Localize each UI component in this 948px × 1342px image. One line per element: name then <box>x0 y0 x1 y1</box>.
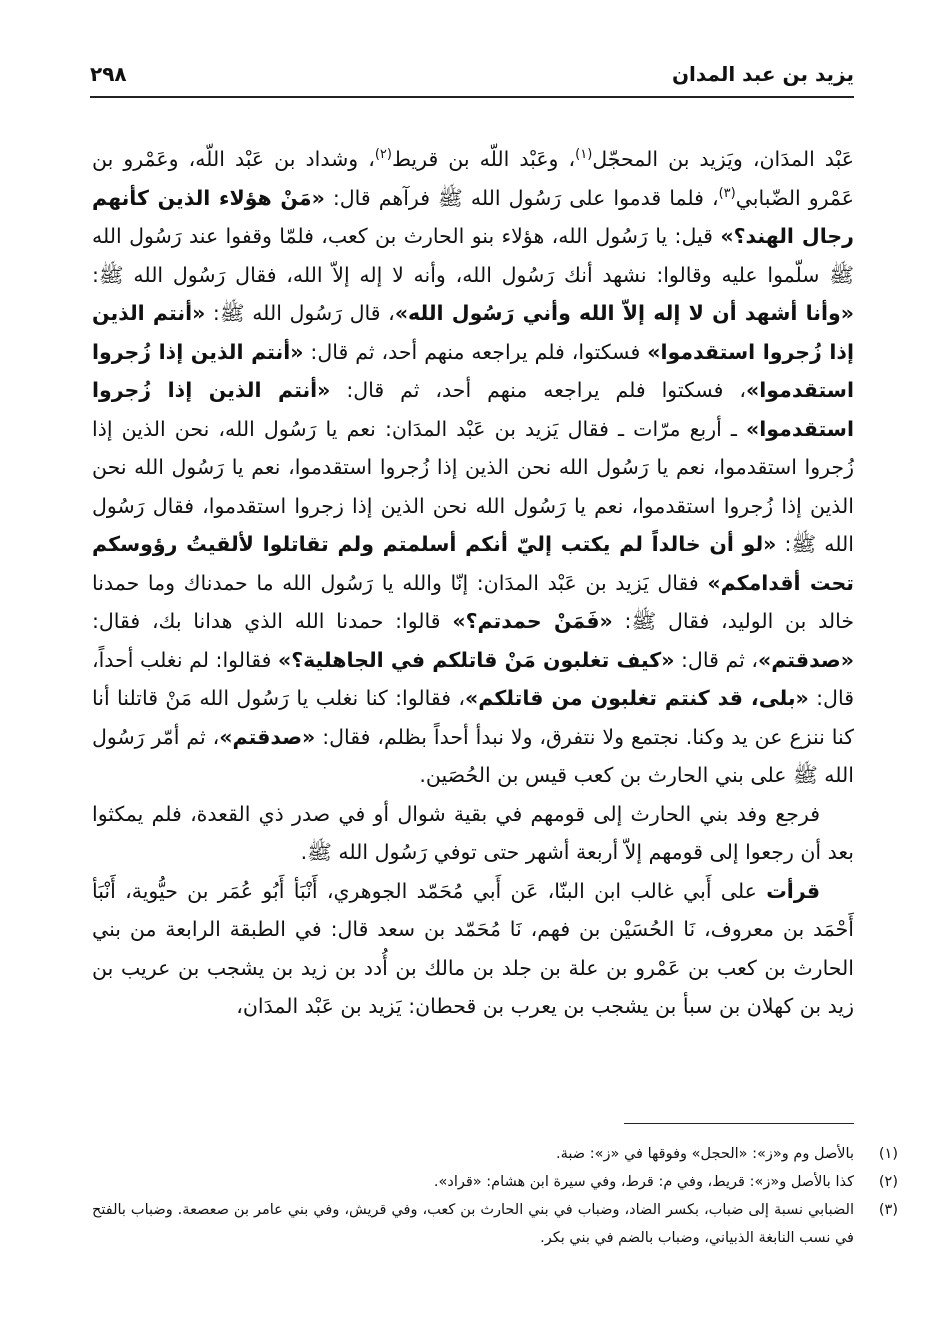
paragraph <box>92 795 854 872</box>
bold-text: «أنتم الذين إذا زُجروا استقدموا» <box>92 378 854 441</box>
footnote-ref: (٢) <box>374 147 392 163</box>
main-text <box>92 140 854 1026</box>
bold-text: «لو أن خالداً لم يكتب إليّ أنكم أسلمتم ولم تقاتلوا لألقيتُ رؤوسكم تحت أقدامكم» <box>92 532 854 595</box>
text-run: ، وشداد بن عَبْد اللّه، وعَمْرو بن عَمْرو الضّبابي <box>92 147 854 210</box>
running-header <box>90 56 854 98</box>
text-run: ، فسكتوا فلم يراجعه منهم أحد، ثم قال: <box>330 378 747 402</box>
text-run: فسكتوا، فلم يراجعه منهم أحد، ثم قال: <box>303 339 648 364</box>
bold-text: «فَمَنْ حمدتم؟» <box>452 609 613 633</box>
text-run: ، فلما قدموا على رَسُول الله ﷺ فرآهم قال: <box>324 185 719 210</box>
bold-text: «صدقتم» <box>757 647 854 672</box>
bold-text: «بلى، قد كنتم تغلبون من قاتلكم» <box>465 686 809 710</box>
bold-text: «أنتم الذين إذا زُجروا استقدموا» <box>92 339 854 402</box>
running-title: يزيد بن عبد المدان <box>671 62 854 86</box>
text-run: ، وعَبْد اللّه بن قريط <box>391 147 576 171</box>
footnote <box>92 1196 898 1252</box>
footnote-number: (١) <box>878 1146 898 1162</box>
footnote <box>92 1168 898 1196</box>
text-run: ، فقالوا: كنا نغلب يا رَسُول الله مَنْ قاتلنا أنا كنا ننزع عن يد وكنا. نجتمع ولا نتفرق، ولا نبدأ أحداً بظلم، فقال: <box>92 686 854 749</box>
paragraph <box>92 140 854 795</box>
text-run: فقالوا: لم نغلب أحداً، قال: <box>92 647 854 710</box>
footnote-text: بالأصل وم و«ز»: «الحجل» وفوقها في «ز»: ضبة. <box>556 1146 854 1162</box>
bold-text: «وأنا أشهد أن لا إله إلاّ الله وأني رَسُول الله» <box>394 301 855 325</box>
page-number: ٢٩٨ <box>90 62 127 86</box>
footnote-number: (٢) <box>878 1174 898 1190</box>
text-run: قالوا: حمدنا الله الذي هدانا بك، فقال: <box>92 609 453 633</box>
text-run: ، ثم أمّر رَسُول الله ﷺ على بني الحارث بن كعب قيس بن الحُصَين. <box>92 724 854 787</box>
text-run: فقال يَزيد بن عَبْد المدَان: إنّا والله يا رَسُول الله ما حمدناك وما حمدنا خالد بن الوليد، فقال ﷺ: <box>92 570 855 633</box>
footnote-ref: (٣) <box>718 185 736 201</box>
text-run: قيل: يا رَسُول الله، هؤلاء بنو الحارث بن كعب، فلمّا وقفوا عند رَسُول الله ﷺ سلّموا عليه وقالوا: نشهد أنك رَسُول الله، وأنه لا إله إلاّ الله، فقال رَسُول الله ﷺ: <box>92 224 854 287</box>
bold-text: قرأت <box>766 878 820 903</box>
text-run: على أَبي غالب ابن البنّا، عَن أَبي مُحَمّد الجوهري، أَنْبَأ أَبُو عُمَر بن حيُّوية، أَنْبَأ أَحْمَد بن معروف، نَا الحُسَيْن بن فهم، نَا مُحَمّد بن سعد قال: في الطبقة الرابعة من بني الحارث بن كعب بن عَمْرو بن علة بن جلد بن مالك بن أُدد بن زيد بن يشجب بن عريب بن زيد بن كهلان بن سبأ بن يشجب بن يعرب بن قحطان: يَزيد بن عَبْد المدَان، <box>92 878 854 1018</box>
paragraph <box>92 872 854 1026</box>
footnote-divider <box>624 1123 854 1124</box>
footnotes <box>92 1140 898 1252</box>
bold-text: «مَنْ هؤلاء الذين كأنهم رجال الهند؟» <box>92 185 854 248</box>
bold-text: «أنتم الذين إذا زُجروا استقدموا» <box>92 301 854 364</box>
footnote <box>92 1140 898 1168</box>
text-run: عَبْد المدَان، ويَزيد بن المحجّل <box>592 147 854 171</box>
bold-text: «كيف تغلبون مَنْ قاتلكم في الجاهلية؟» <box>277 647 675 672</box>
text-run: ، ثم قال: <box>674 647 758 672</box>
text-run: فرجع وفد بني الحارث إلى قومهم في بقية شوال أو في صدر ذي القعدة، فلم يمكثوا بعد أن رجعوا إلى قومهم إلاّ أربعة أشهر حتى توفي رَسُول الله ﷺ. <box>92 801 854 864</box>
footnote-text: كذا بالأصل و«ز»: قريط، وفي م: قرط، وفي سيرة ابن هشام: «قراد». <box>433 1174 854 1190</box>
text-run: ، قال رَسُول الله ﷺ: <box>205 301 395 325</box>
footnote-number: (٣) <box>878 1202 898 1218</box>
footnote-text: الضبابي نسبة إلى ضباب، بكسر الضاد، وضباب في بني الحارث بن كعب، وفي قريش، وفي بني عامر بن صعصعة. وضباب بالفتح في نسب النابغة الذبياني، وضباب بالضم في بني بكر. <box>92 1202 854 1246</box>
bold-text: «صدقتم» <box>219 724 316 749</box>
text-run: ـ أربع مرّات ـ فقال يَزيد بن عَبْد المدَان: نعم يا رَسُول الله، نحن الذين إذا زُجروا استقدموا، نعم يا رَسُول الله نحن الذين إذا زُجروا استقدموا، نعم يا رَسُول الله نحن الذين إذا زُجروا استقدموا، نعم يا رَسُول الله نحن الذين إذا زجروا استقدموا، فقال رَسُول الله ﷺ: <box>92 416 854 556</box>
footnote-ref: (١) <box>575 147 593 163</box>
